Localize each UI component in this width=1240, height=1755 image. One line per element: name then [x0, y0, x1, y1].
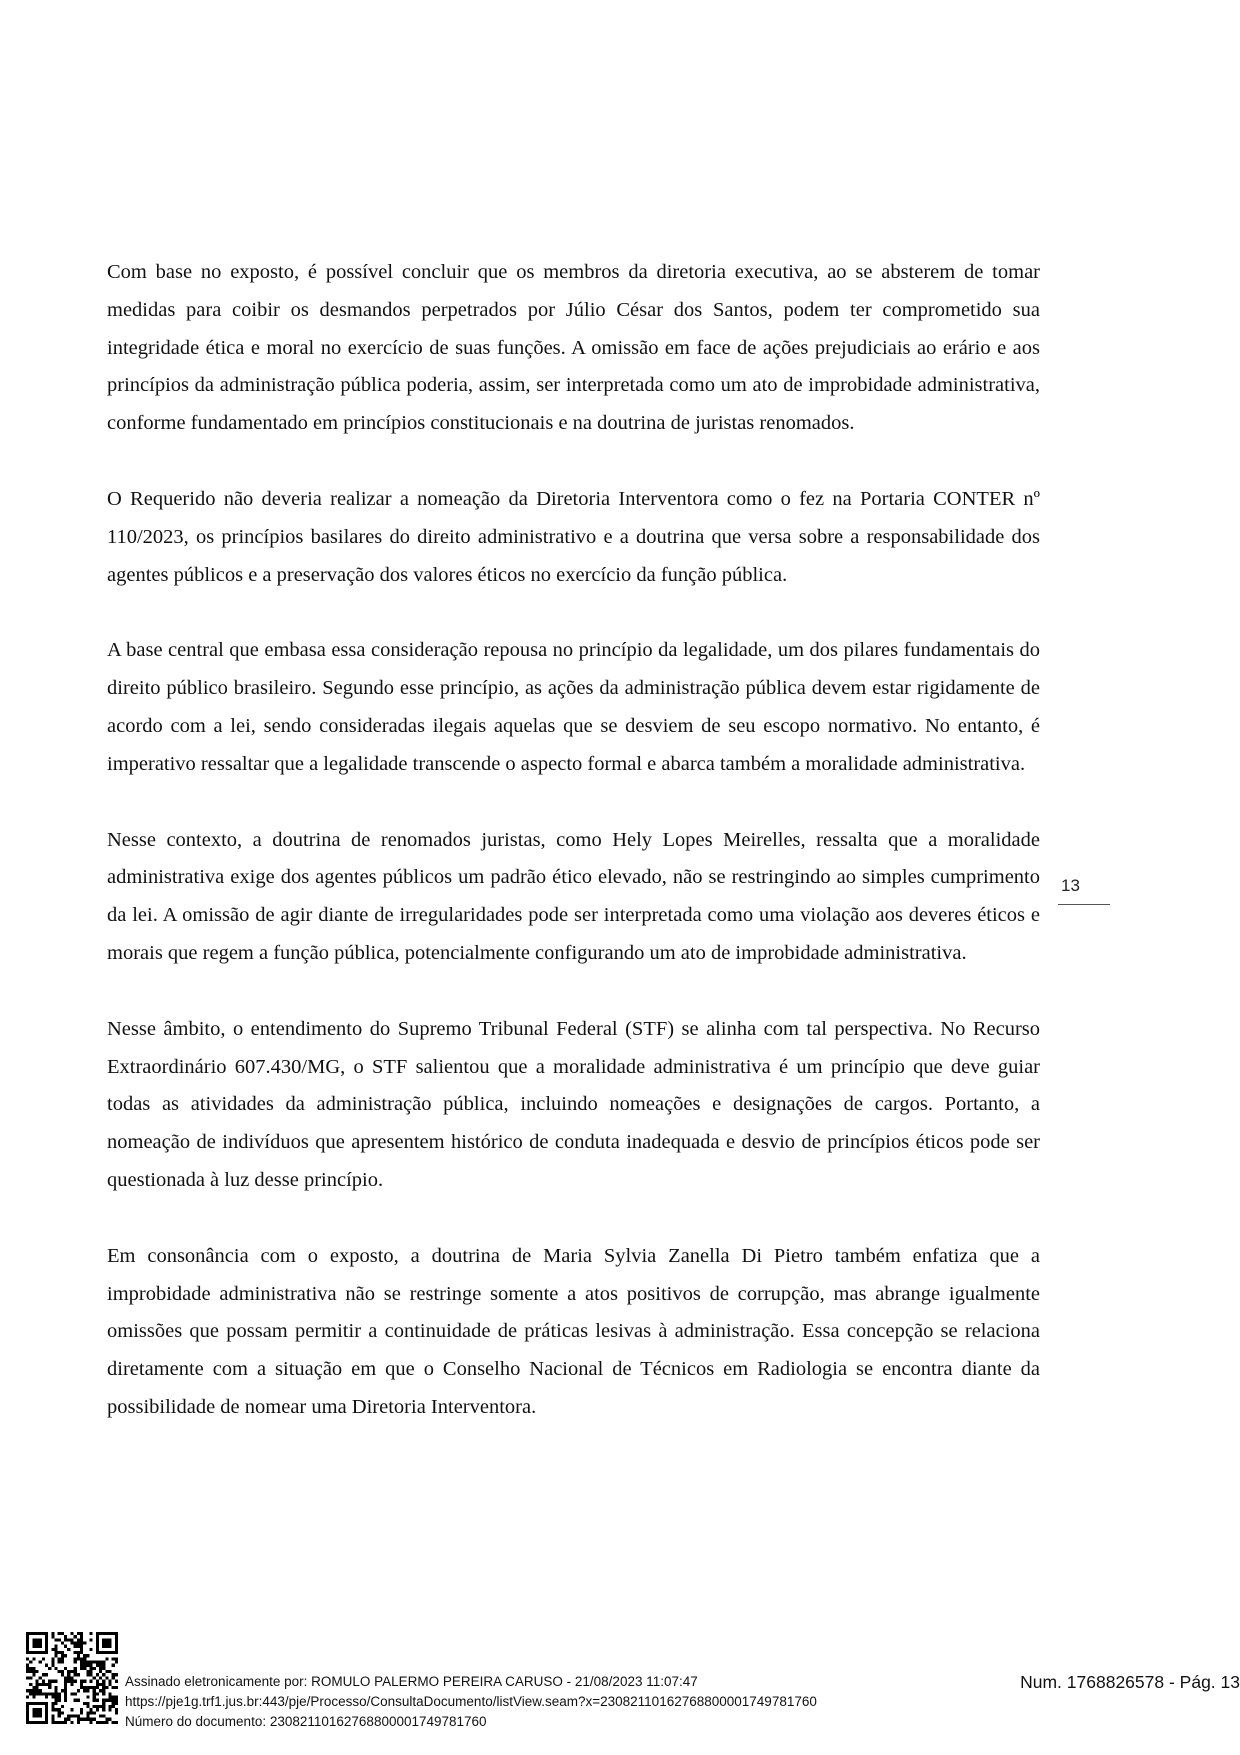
- document-body: [107, 254, 1040, 1465]
- document-number: Número do documento: 23082110162768800001749781760: [125, 1714, 487, 1729]
- signed-by-line: Assinado eletronicamente por: ROMULO PALERMO PEREIRA CARUSO - 21/08/2023 11:07:47: [125, 1674, 698, 1689]
- document-url: https://pje1g.trf1.jus.br:443/pje/Processo/ConsultaDocumento/listView.seam?x=23082110162768800001749781760: [125, 1694, 817, 1709]
- paragraph-3: A base central que embasa essa consideração repousa no princípio da legalidade, um dos pilares fundamentais do direito público brasileiro. Segundo esse princípio, as ações da administração pública devem estar rigidamente de acordo com a lei, sendo consideradas ilegais aquelas que se desviem de seu escopo normativo. No entanto, é imperativo ressaltar que a legalidade transcende o aspecto formal e abarca também a moralidade administrativa.: [107, 639, 1040, 775]
- paragraph-4: Nesse contexto, a doutrina de renomados juristas, como Hely Lopes Meirelles, ressalta que a moralidade administrativa exige dos agentes públicos um padrão ético elevado, não se restringindo ao simples cumprimento da lei. A omissão de agir diante de irregularidades pode ser interpretada como uma violação aos deveres éticos e morais que regem a função pública, potencialmente configurando um ato de improbidade administrativa.: [107, 828, 1040, 964]
- page-number-rule: [1058, 904, 1110, 905]
- margin-page-number: 13: [1061, 876, 1080, 895]
- document-page-number: Num. 1768826578 - Pág. 13: [1020, 1672, 1240, 1692]
- paragraph-5: Nesse âmbito, o entendimento do Supremo Tribunal Federal (STF) se alinha com tal perspectiva. No Recurso Extraordinário 607.430/MG, o STF salientou que a moralidade administrativa é um princípio que deve guiar todas as atividades da administração pública, incluindo nomeações e designações de cargos. Portanto, a nomeação de indivíduos que apresentem histórico de conduta inadequada e desvio de princípios éticos pode ser questionada à luz desse princípio.: [107, 1017, 1040, 1191]
- paragraph-2: O Requerido não deveria realizar a nomeação da Diretoria Interventora como o fez na Portaria CONTER nº 110/2023, os princípios basilares do direito administrativo e a doutrina que versa sobre a responsabilidade dos agentes públicos e a preservação dos valores éticos no exercício da função pública.: [107, 487, 1040, 586]
- qr-code-icon: [26, 1632, 118, 1724]
- paragraph-6: Em consonância com o exposto, a doutrina de Maria Sylvia Zanella Di Pietro também enfatiza que a improbidade administrativa não se restringe somente a atos positivos de corrupção, mas abrange igualmente omissões que possam permitir a continuidade de práticas lesivas à administração. Essa concepção se relaciona diretamente com a situação em que o Conselho Nacional de Técnicos em Radiologia se encontra diante da possibilidade de nomear uma Diretoria Interventora.: [107, 1244, 1040, 1418]
- paragraph-1: Com base no exposto, é possível concluir que os membros da diretoria executiva, ao se absterem de tomar medidas para coibir os desmandos perpetrados por Júlio César dos Santos, podem ter comprometido sua integridade ética e moral no exercício de suas funções. A omissão em face de ações prejudiciais ao erário e aos princípios da administração pública poderia, assim, ser interpretada como um ato de improbidade administrativa, conforme fundamentado em princípios constitucionais e na doutrina de juristas renomados.: [107, 261, 1040, 435]
- signature-block: [125, 1672, 817, 1732]
